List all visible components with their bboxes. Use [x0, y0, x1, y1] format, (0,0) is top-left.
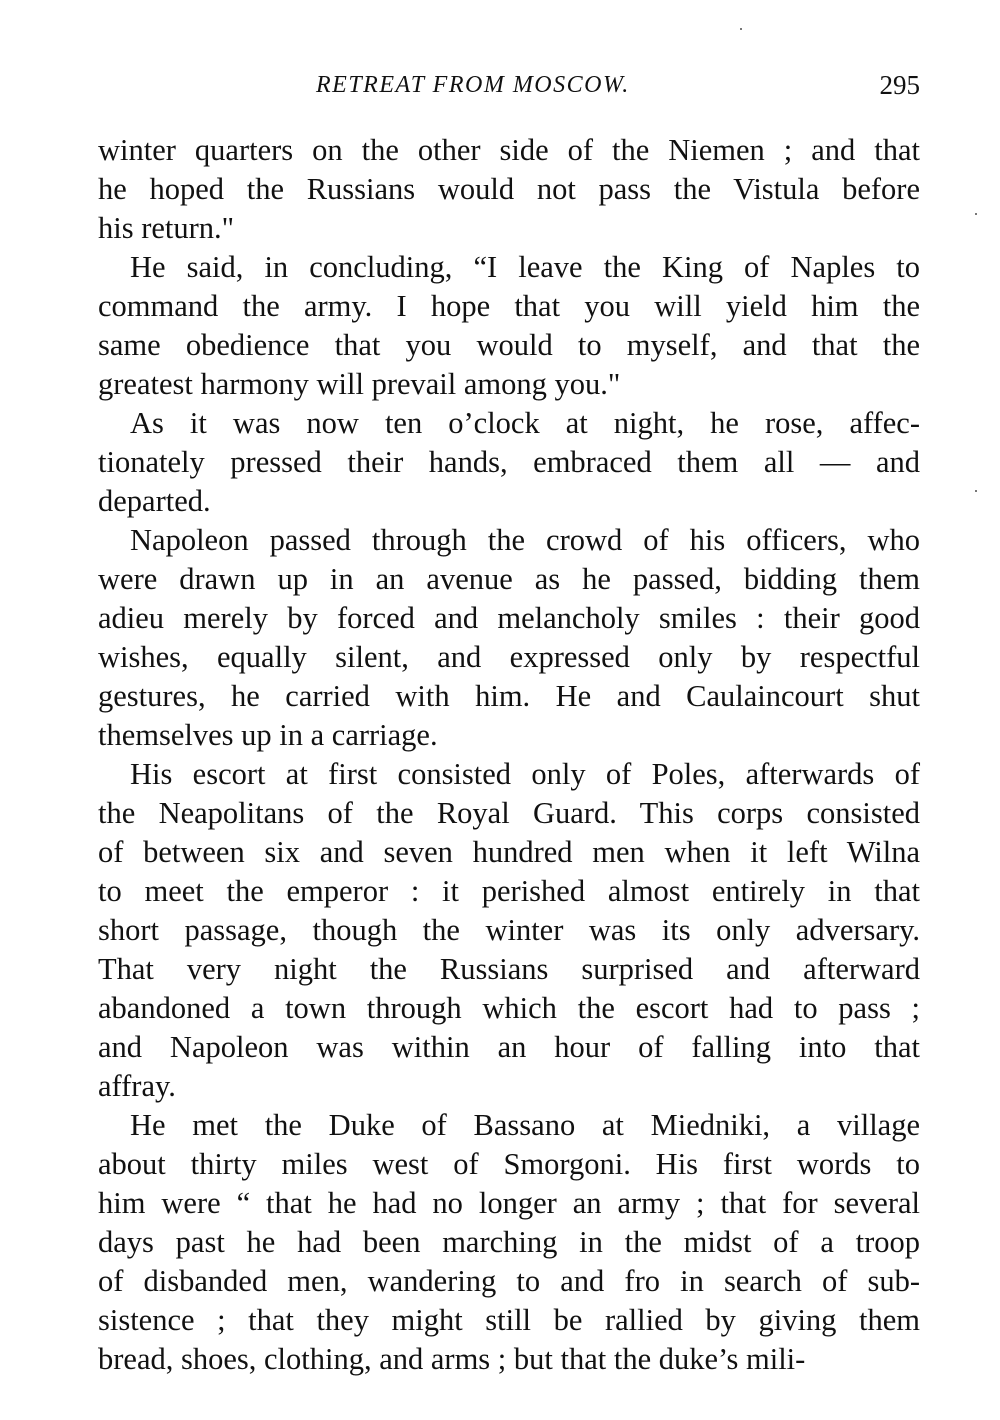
text-line: adieu merely by forced and melancholy smiles : their good	[98, 601, 920, 635]
text-line: His escort at first consisted only of Poles, afterwards of	[130, 757, 920, 791]
text-line: themselves up in a carriage.	[98, 718, 438, 752]
text-line: same obedience that you would to myself, and that the	[98, 328, 920, 362]
text-line: departed.	[98, 484, 211, 518]
paragraph	[98, 131, 920, 248]
text-line: winter quarters on the other side of the Niemen ; and that	[98, 133, 920, 167]
text-line: his return."	[98, 211, 235, 245]
text-line: of between six and seven hundred men when it left Wilna	[98, 835, 920, 869]
paragraph	[98, 521, 920, 755]
text-line: were drawn up in an avenue as he passed, bidding them	[98, 562, 920, 596]
text-line: He said, in concluding, “I leave the King of Naples to	[130, 250, 920, 284]
text-line: he hoped the Russians would not pass the Vistula before	[98, 172, 920, 206]
text-line: him were “ that he had no longer an army ; that for several	[98, 1186, 920, 1220]
text-line: command the army. I hope that you will yield him the	[98, 289, 920, 323]
text-line: gestures, he carried with him. He and Caulaincourt shut	[98, 679, 920, 713]
scan-speck	[975, 213, 977, 215]
scan-speck	[740, 28, 742, 30]
text-line: tionately pressed their hands, embraced them all — and	[98, 445, 920, 479]
text-line: greatest harmony will prevail among you."	[98, 367, 621, 401]
text-line: abandoned a town through which the escort had to pass ;	[98, 991, 920, 1025]
text-line: days past he had been marching in the midst of a troop	[98, 1225, 920, 1259]
text-line: wishes, equally silent, and expressed only by respectful	[98, 640, 920, 674]
text-line: sistence ; that they might still be rallied by giving them	[98, 1303, 920, 1337]
paragraph	[98, 755, 920, 1106]
text-line: That very night the Russians surprised and afterward	[98, 952, 920, 986]
text-line: As it was now ten o’clock at night, he rose, affec-	[130, 406, 920, 440]
text-line: short passage, though the winter was its only adversary.	[98, 913, 920, 947]
body-text	[98, 131, 920, 1379]
text-line: to meet the emperor : it perished almost entirely in that	[98, 874, 920, 908]
paragraph	[98, 404, 920, 521]
scan-speck	[975, 490, 977, 492]
text-line: Napoleon passed through the crowd of his officers, who	[130, 523, 920, 557]
paragraph	[98, 248, 920, 404]
text-line: of disbanded men, wandering to and fro in search of sub-	[98, 1264, 920, 1298]
text-line: affray.	[98, 1069, 176, 1103]
text-line: about thirty miles west of Smorgoni. His first words to	[98, 1147, 920, 1181]
text-line: He met the Duke of Bassano at Miedniki, a village	[130, 1108, 920, 1142]
page-number: 295	[879, 70, 920, 100]
text-line: the Neapolitans of the Royal Guard. This corps consisted	[98, 796, 920, 830]
text-line: bread, shoes, clothing, and arms ; but that the duke’s mili-	[98, 1342, 806, 1376]
text-line: and Napoleon was within an hour of falling into that	[98, 1030, 920, 1064]
paragraph	[98, 1106, 920, 1379]
running-header	[98, 72, 920, 108]
running-title: RETREAT FROM MOSCOW.	[316, 72, 630, 98]
